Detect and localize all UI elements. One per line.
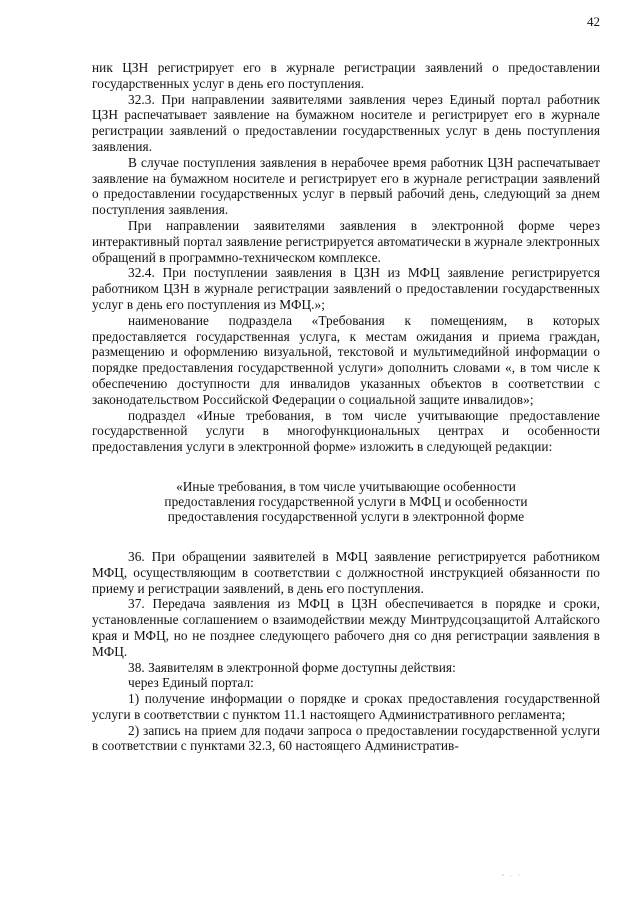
paragraph: 38. Заявителям в электронной форме доступны действия: xyxy=(128,659,456,675)
scan-mark xyxy=(500,872,530,878)
paragraph: В случае поступления заявления в нерабочее время работник ЦЗН распечатывает заявление на бумажном носителе и регистрирует его в журнале регистрации заявлений о предоставлении государственных услуг в первый рабочий день, следующий за днем поступления заявления. xyxy=(92,154,600,218)
paragraph: При направлении заявителями заявления в электронной форме через интерактивный портал заявление регистрируется автоматически в журнале электронных обращений в программно-техническом комплексе. xyxy=(92,217,600,265)
paragraph: 1) получение информации о порядке и сроках предоставления государственной услуги в соответствии с пунктом 11.1 настоящего Административного регламента; xyxy=(92,691,600,722)
paragraph: подраздел «Иные требования, в том числе учитывающие предоставление государственной услуги в многофункциональных центрах и особенности предоставления услуги в электронной форме» изложить в следующей редакции: xyxy=(92,407,600,455)
paragraphs-before xyxy=(92,60,600,455)
page-number: 42 xyxy=(587,14,600,29)
paragraph: 32.4. При поступлении заявления в ЦЗН из МФЦ заявление регистрируется работником ЦЗН в журнале регистрации заявлений о предоставлении государственных услуг в день его поступления из МФЦ.»; xyxy=(92,265,600,312)
section-heading-line: предоставления государственной услуги в электронной форме xyxy=(167,508,525,524)
paragraph: через Единый портал: xyxy=(128,675,254,691)
paragraph: 2) запись на прием для подачи запроса о предоставлении государственной услуги в соответствии с пунктами 32.3, 60 настоящего Административ- xyxy=(92,722,600,754)
paragraph: 32.3. При направлении заявителями заявления через Единый портал работник ЦЗН распечатывает заявление на бумажном носителе и регистрирует его в журнале регистрации заявлений о предоставлении государственных услуг в день поступления заявления. xyxy=(92,91,600,154)
section-heading-line: «Иные требования, в том числе учитывающие особенности xyxy=(176,478,516,494)
document-body xyxy=(92,60,600,754)
paragraphs-after xyxy=(92,549,600,754)
section-heading-line: предоставления государственной услуги в МФЦ и особенности xyxy=(164,493,528,509)
paragraph: 36. При обращении заявителей в МФЦ заявление регистрируется работником МФЦ, осуществляющим в соответствии с должностной инструкцией обязанности по приему и регистрации заявлений, в день его поступления. xyxy=(92,548,600,596)
paragraph: наименование подраздела «Требования к помещениям, в которых предоставляется государственная услуга, к местам ожидания и приема граждан, размещению и оформлению визуальной, текстовой и мультимедийной информации о порядке предоставления государственной услуги» дополнить словами «, в том числе к обеспечению доступности для инвалидов указанных объектов в соответствии с законодательством Российской Федерации о социальной защите инвалидов»; xyxy=(92,312,600,407)
paragraph: ник ЦЗН регистрирует его в журнале регистрации заявлений о предоставлении государственных услуг в день его поступления. xyxy=(92,60,600,91)
section-heading xyxy=(92,479,600,524)
paragraph: 37. Передача заявления из МФЦ в ЦЗН обеспечивается в порядке и сроки, установленные соглашением о взаимодействии между Минтрудсоцзащитой Алтайского края и МФЦ, но не позднее следующего рабочего дня со дня регистрации заявления в МФЦ. xyxy=(92,596,600,659)
